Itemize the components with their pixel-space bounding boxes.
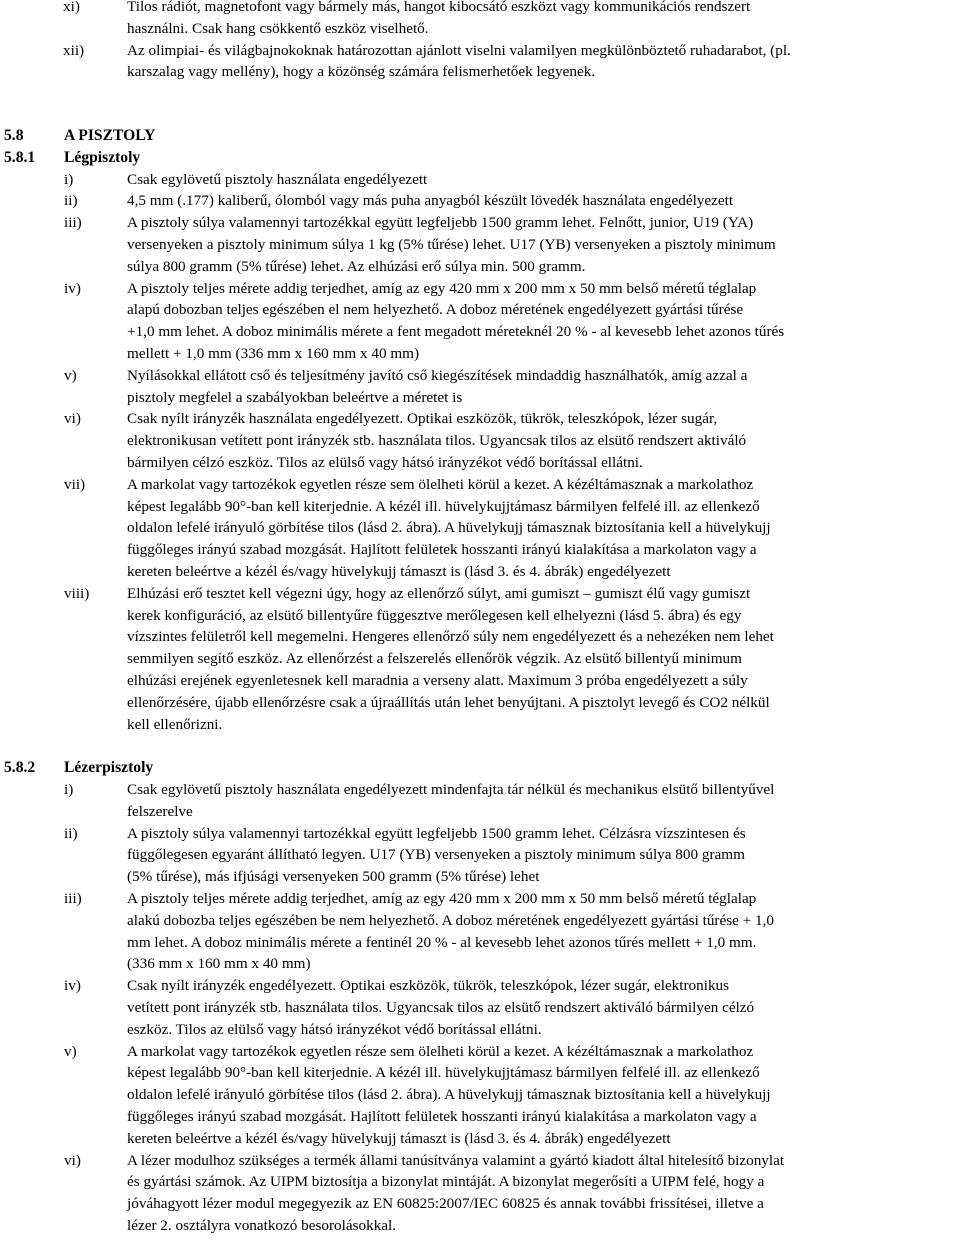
airpistol-item-label: vii) [64,475,86,493]
airpistol-item-text: vízszintes felületről kell megemelni. Hengeres ellenőrző súly nem engedélyezett és a nehezéken nem lehet [127,628,774,646]
airpistol-item-text: versenyeken a pisztoly minimum súlya 1 kg (5% tűrése) lehet. U17 (YB) versenyeken a pisztoly minimum [127,236,776,253]
laserpistol-item-label: ii) [64,824,78,842]
airpistol-item-label: iv) [64,279,81,297]
airpistol-item-text: bármilyen célzó eszköz. Tilos az elülső vagy hátsó irányzékot védő borítással ellátni. [127,454,643,471]
airpistol-item-text: függőleges irányú szabad mozgását. Hajlított felületek hosszanti irányú kialakítása a markolaton vagy a [127,541,757,559]
laserpistol-item-text: Csak nyílt irányzék engedélyezett. Optikai eszközök, tükrök, teleszkópok, lézer sugár, elektronikus [127,977,730,995]
laserpistol-item-text: (336 mm x 160 mm x 40 mm) [127,955,311,973]
laserpistol-item-text: és gyártási számok. Az UIPM biztosítja a bizonylat mintáját. A bizonylat megerősíti a UIPM felé, hogy a [127,1173,765,1191]
airpistol-item-label: v) [64,366,77,384]
top-list-item-text: karszalag vagy mellény), hogy a közönség számára felismerhetőek legyenek. [127,63,596,81]
airpistol-item-text: A markolat vagy tartozékok egyetlen része sem ölelheti körül a kezet. A kézéltámasznak a markolathoz [127,475,754,493]
subsection-number: 5.8.1 [4,148,36,166]
laserpistol-item-text: függőlegesen egyaránt állítható legyen. U17 (YB) versenyeken a pisztoly minimum súlya 800 gramm [127,846,745,864]
laserpistol-item-label: vi) [64,1151,81,1169]
laserpistol-item-text: kereten beleértve a kézél és/vagy hüvelykujj támaszt is (lásd 3. és 4. ábrák) engedélyezett [127,1129,671,1147]
airpistol-item-text: pisztoly megfelel a szabályokban beleértve a méretet is [127,388,463,406]
laserpistol-item-text: függőleges irányú szabad mozgását. Hajlított felületek hosszanti irányú kialakítása a markolaton vagy a [127,1108,757,1125]
laserpistol-item-label: iii) [64,890,82,907]
section-title: A PISZTOLY [64,127,156,144]
airpistol-item-text: mellett + 1,0 mm (336 mm x 160 mm x 40 mm) [127,345,420,362]
airpistol-item-text: 4,5 mm (.177) kaliberű, ólomból vagy más puha anyagból készült lövedék használata engedélyezett [127,192,734,210]
subsection-number: 5.8.2 [4,759,36,777]
laserpistol-item-text: A pisztoly súlya valamennyi tartozékkal együtt legfeljebb 1500 gramm lehet. Célzásra vízszintesen és [127,824,746,842]
airpistol-item-label: i) [64,170,74,188]
top-list-item-text: használni. Csak hang csökkentő eszköz viselhető. [127,19,429,37]
airpistol-item-text: elhúzási erejének egyenletesnek kell maradnia a verseny alatt. Maximum 3 próba engedélyezett a súly [127,672,748,689]
laserpistol-item-text: vetített pont irányzék stb. használata tilos. Ugyancsak tilos az elsütő rendszert aktiváló bármilyen célzó [127,999,755,1016]
airpistol-item-label: ii) [64,192,78,210]
laserpistol-item-label: iv) [64,977,81,995]
subsection-title: Légpisztoly [64,148,141,166]
top-list-item-label: xii) [63,41,85,59]
airpistol-item-text: A pisztoly súlya valamennyi tartozékkal együtt legfeljebb 1500 gramm lehet. Felnőtt, junior, U19 (YA) [127,214,754,232]
laserpistol-item-text: A lézer modulhoz szükséges a termék állami tanúsítványa valamint a gyártó kiadott által hitelesítő bizonylat [127,1151,785,1169]
airpistol-item-text: alapú dobozban teljes egészében el nem helyezhető. A doboz méretének engedélyezett gyártási tűrése [127,301,744,319]
laserpistol-item-text: A pisztoly teljes mérete addig terjedhet, amíg az egy 420 mm x 200 mm x 50 mm belső méretű téglalap [127,890,757,907]
laserpistol-item-label: i) [64,781,74,798]
laserpistol-item-text: lézer 2. osztályra vonatkozó besorolásokkal. [127,1217,397,1234]
subsection-title: Lézerpisztoly [64,759,154,777]
airpistol-item-label: iii) [64,214,82,232]
airpistol-item-text: ellenőrzésére, újabb ellenőrzésre csak a újraállítás után lehet benyújtani. A pisztolyt levegő és CO2 nélkül [127,693,770,711]
airpistol-item-text: A pisztoly teljes mérete addig terjedhet, amíg az egy 420 mm x 200 mm x 50 mm belső méretű téglalap [127,279,757,297]
airpistol-item-text: Elhúzási erő tesztet kell végezni úgy, hogy az ellenőrző súlyt, ami gumiszt – gumiszt élű vagy gumiszt [127,584,751,602]
top-list-item-label: xi) [63,0,80,15]
laserpistol-item-text: alakú dobozba teljes egészében be nem helyezhető. A doboz méretének engedélyezett gyártási tűrése + 1,0 [127,911,775,929]
airpistol-item-text: semmilyen segítő eszköz. Az ellenőrzést a felszerelés ellenőrök végzik. Az elsütő billentyű minimum [127,650,742,668]
laserpistol-item-text: jóváhagyott lézer modul megegyezik az EN 60825:2007/IEC 60825 és annak további frissítései, illetve a [127,1195,764,1213]
airpistol-item-text: kereten beleértve a kézél és/vagy hüvelykujj támaszt is (lásd 3. és 4. ábrák) engedélyezett [127,563,671,580]
airpistol-item-text: kerek konfiguráció, az elsütő billentyűre függesztve merőlegesen kell elhelyezni (lásd 5. ábra) és egy [127,606,742,624]
airpistol-item-text: Csak nyílt irányzék használata engedélyezett. Optikai eszközök, tükrök, teleszkópok, lézer sugár, [127,410,718,428]
airpistol-item-text: Csak egylövetű pisztoly használata engedélyezett [127,170,428,188]
laserpistol-item-text: A markolat vagy tartozékok egyetlen része sem ölelheti körül a kezet. A kézéltámasznak a markolathoz [127,1042,754,1060]
airpistol-item-label: vi) [64,410,81,428]
laserpistol-item-text: képest legalább 90°-ban kell kiterjednie. A kézél ill. hüvelykujjtámasz bármilyen felfelé ill. az ellenkező [127,1064,760,1082]
laserpistol-item-text: Csak egylövetű pisztoly használata engedélyezett mindenfajta tár nélkül és mechanikus elsütő billentyűvel [127,781,775,798]
laserpistol-item-text: mm lehet. A doboz minimális mérete a fentinél 20 % - al kevesebb lehet azonos tűrés mellett + 1,0 mm. [127,933,757,951]
airpistol-item-text: +1,0 mm lehet. A doboz minimális mérete a fent megadott méreteknél 20 % - al kevesebb lehet azonos tűrés [127,323,785,341]
airpistol-item-text: súlya 800 gramm (5% tűrése) lehet. Az elhúzási erő súlya min. 500 gramm. [127,257,586,275]
airpistol-item-text: oldalon lefelé irányuló görbítése tilos (lásd 2. ábra). A hüvelykujj támasznak biztosítania kell a hüvelykujj [127,519,771,537]
laserpistol-item-text: oldalon lefelé irányuló görbítése tilos (lásd 2. ábra). A hüvelykujj támasznak biztosítania kell a hüvelykujj [127,1086,771,1104]
top-list-item-text: Tilos rádiót, magnetofont vagy bármely más, hangot kibocsátó eszközt vagy kommunikációs rendszert [127,0,751,15]
laserpistol-item-text: felszerelve [127,802,193,820]
airpistol-item-text: elektronikusan vetített pont irányzék stb. használata tilos. Ugyancsak tilos az elsütő rendszert aktiváló [127,432,747,450]
airpistol-item-text: Nyílásokkal ellátott cső és teljesítmény javító cső kiegészítések mindaddig használhatók, amíg azzal a [127,366,748,384]
section-number: 5.8 [4,127,24,144]
laserpistol-item-text: (5% tűrése), más ifjúsági versenyeken 500 gramm (5% tűrése) lehet [127,868,540,886]
top-list-item-text: Az olimpiai- és világbajnokoknak határozottan ajánlott viselni valamilyen megkülönböztető ruhadarabot, (pl. [127,41,791,59]
airpistol-item-label: viii) [64,584,90,602]
laserpistol-item-text: eszköz. Tilos az elülső vagy hátsó irányzékot védő borítással ellátni. [127,1020,542,1038]
airpistol-item-text: kell ellenőrizni. [127,715,223,733]
airpistol-item-text: képest legalább 90°-ban kell kiterjednie. A kézél ill. hüvelykujjtámasz bármilyen felfelé ill. az ellenkező [127,497,760,515]
laserpistol-item-label: v) [64,1042,77,1060]
